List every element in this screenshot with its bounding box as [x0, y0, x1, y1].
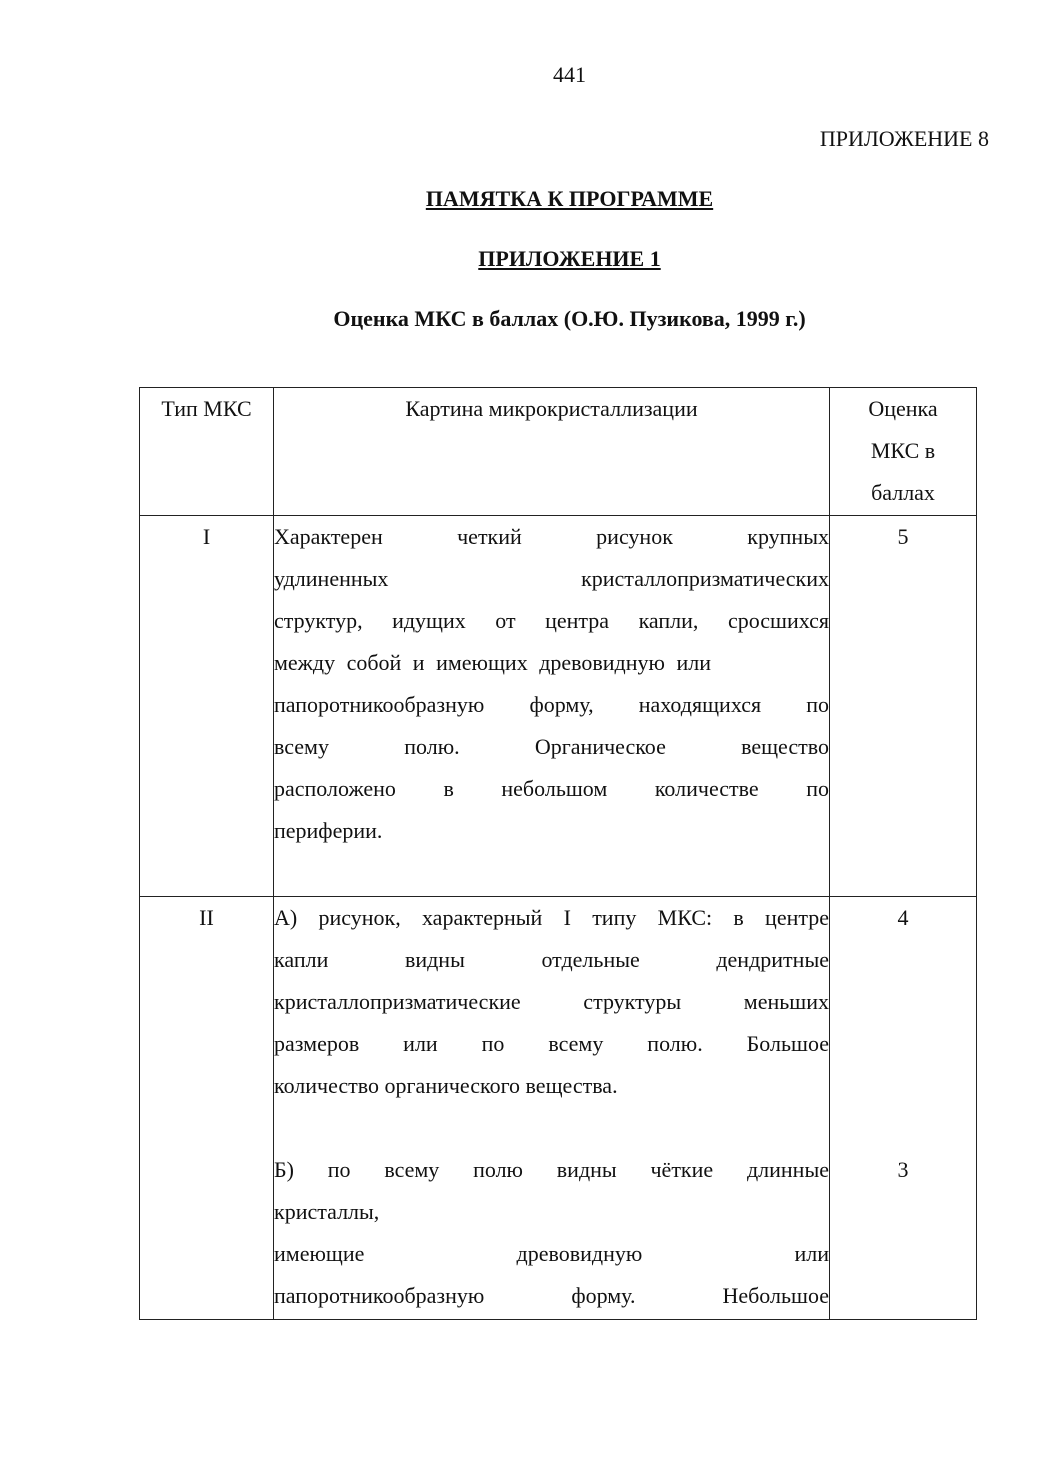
description-line: папоротникообразную форму. Небольшое — [274, 1283, 829, 1308]
score-gap — [830, 939, 976, 981]
description-line: структур, идущих от центра капли, сросшихся — [274, 608, 829, 633]
description-line: всему полю. Органическое вещество — [274, 734, 829, 759]
row-description — [274, 897, 830, 1320]
description-line: удлиненных кристаллопризматических — [274, 566, 829, 591]
row-description — [274, 516, 830, 897]
score-gap — [830, 1107, 976, 1149]
description-line: Характерен четкий рисунок крупных — [274, 524, 829, 549]
description-line: расположено в небольшом количестве по — [274, 776, 829, 801]
description-line: количество органического вещества. — [274, 1073, 618, 1098]
paragraph-gap — [274, 1107, 829, 1149]
score-gap — [830, 1023, 976, 1065]
description-line: папоротникообразную форму, находящихся по — [274, 692, 829, 717]
header-score: Оценка МКС в баллах — [830, 388, 977, 516]
page-number: 441 — [553, 62, 586, 87]
row-score: 5 — [830, 516, 977, 897]
score-b: 3 — [897, 1157, 909, 1182]
header-picture: Картина микрокристаллизации — [274, 388, 830, 516]
row-score — [830, 897, 977, 1320]
score-a: 4 — [897, 905, 909, 930]
appendix-label: ПРИЛОЖЕНИЕ 8 — [819, 126, 989, 151]
score-gap — [830, 1065, 976, 1107]
description-line: имеющие древовидную или — [274, 1241, 829, 1266]
appendix-heading: ПРИЛОЖЕНИЕ 1 — [478, 246, 661, 271]
memo-heading: ПАМЯТКА К ПРОГРАММЕ — [425, 186, 714, 211]
description-line: А) рисунок, характерный I типу МКС: в центре — [274, 905, 829, 930]
score-gap — [830, 981, 976, 1023]
table-title: Оценка МКС в баллах (О.Ю. Пузикова, 1999 г.) — [333, 306, 806, 331]
header-type: Тип МКС — [140, 388, 274, 516]
description-line: кристаллопризматические структуры меньших — [274, 989, 829, 1014]
description-line: Б) по всему полю видны чёткие длинные — [274, 1157, 829, 1182]
description-line: между собой и имеющих древовидную или — [274, 650, 711, 675]
row-type: I — [140, 516, 274, 897]
table-row — [140, 516, 977, 897]
description-line: капли видны отдельные дендритные — [274, 947, 829, 972]
description-line: кристаллы, — [274, 1199, 380, 1224]
description-line: размеров или по всему полю. Большое — [274, 1031, 829, 1056]
table-header-row — [140, 388, 977, 516]
row-type: II — [140, 897, 274, 1320]
mks-score-table — [139, 387, 977, 1320]
table-row — [140, 897, 977, 1320]
description-line: периферии. — [274, 818, 383, 843]
